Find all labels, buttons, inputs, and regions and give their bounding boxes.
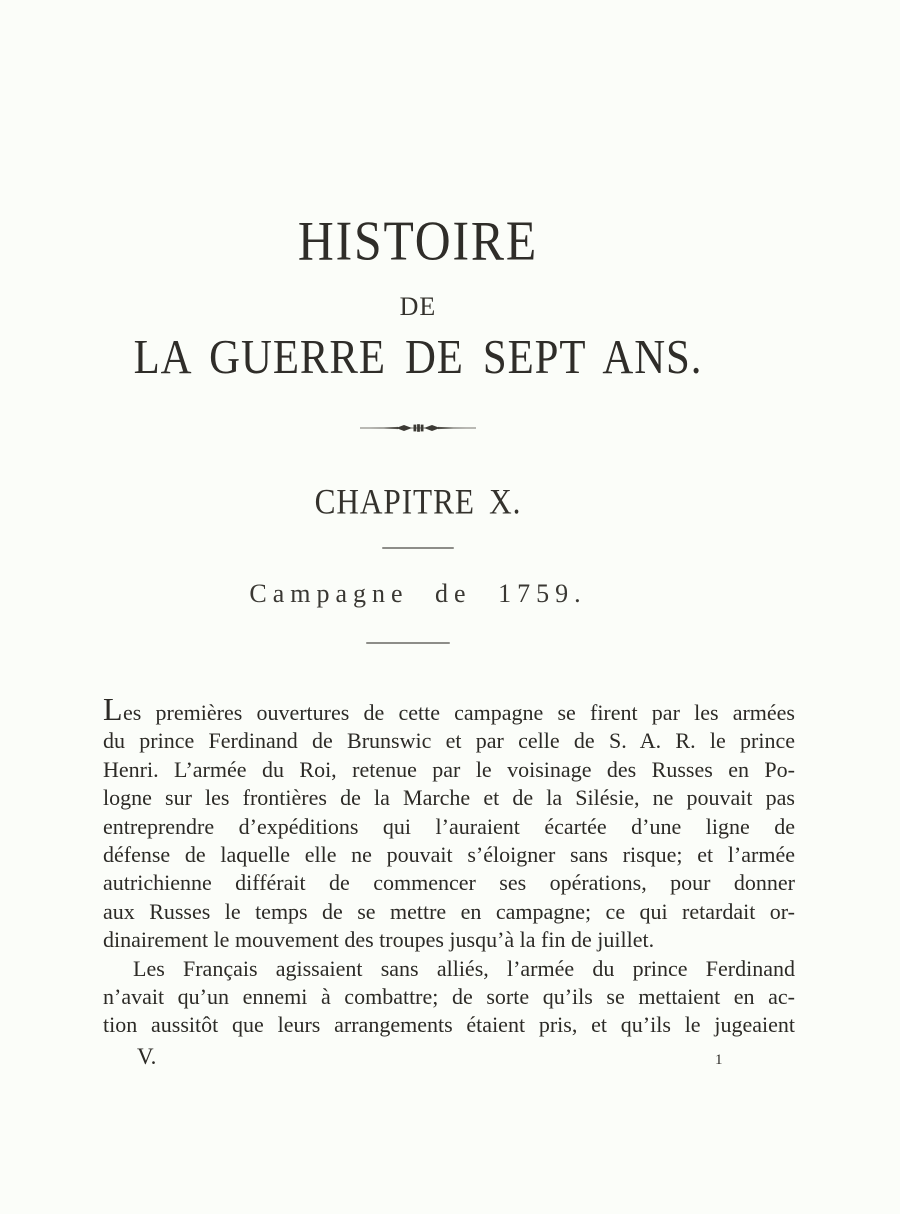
divider-rule xyxy=(366,642,450,644)
chapter-heading: CHAPITRE X. xyxy=(314,483,522,522)
page-number: 1 xyxy=(715,1052,723,1068)
book-title: HISTOIRE xyxy=(297,209,539,273)
text-line: tion aussitôt que leurs arrangements étaient pris, et qu’ils le jugeaient xyxy=(103,1012,795,1038)
text-line: Les Français agissaient sans alliés, l’armée du prince Ferdinand xyxy=(133,955,795,981)
divider-rule xyxy=(382,547,454,549)
text-line xyxy=(103,691,795,727)
volume-signature-mark: V. xyxy=(137,1044,157,1069)
text-line-rest: es premières ouvertures de cette campagne se firent par les armées xyxy=(123,700,795,725)
text-line: aux Russes le temps de se mettre en campagne; ce qui retardait or- xyxy=(103,898,795,924)
chapter-subtitle: Campagne de 1759. xyxy=(249,579,587,608)
text-line: du prince Ferdinand de Brunswic et par celle de S. A. R. le prince xyxy=(103,728,795,754)
text-line: logne sur les frontières de la Marche et de la Silésie, ne pouvait pas xyxy=(103,785,795,811)
drop-initial: L xyxy=(103,691,124,727)
text-line: défense de laquelle elle ne pouvait s’éloigner sans risque; et l’armée xyxy=(103,842,795,868)
text-line: autrichienne différait de commencer ses opérations, pour donner xyxy=(103,870,795,896)
text-line: Henri. L’armée du Roi, retenue par le voisinage des Russes en Po- xyxy=(103,756,795,782)
book-title-connector: DE xyxy=(399,292,437,321)
body-text xyxy=(103,691,795,1040)
text-line: dinairement le mouvement des troupes jusqu’à la fin de juillet. xyxy=(103,927,655,953)
text-line: entreprendre d’expéditions qui l’auraient écartée d’une ligne de xyxy=(103,813,795,839)
text-line: n’avait qu’un ennemi à combattre; de sorte qu’ils se mettaient en ac- xyxy=(103,984,795,1010)
book-subtitle: LA GUERRE DE SEPT ANS. xyxy=(133,329,703,384)
fleuron-divider-icon xyxy=(0,419,836,437)
